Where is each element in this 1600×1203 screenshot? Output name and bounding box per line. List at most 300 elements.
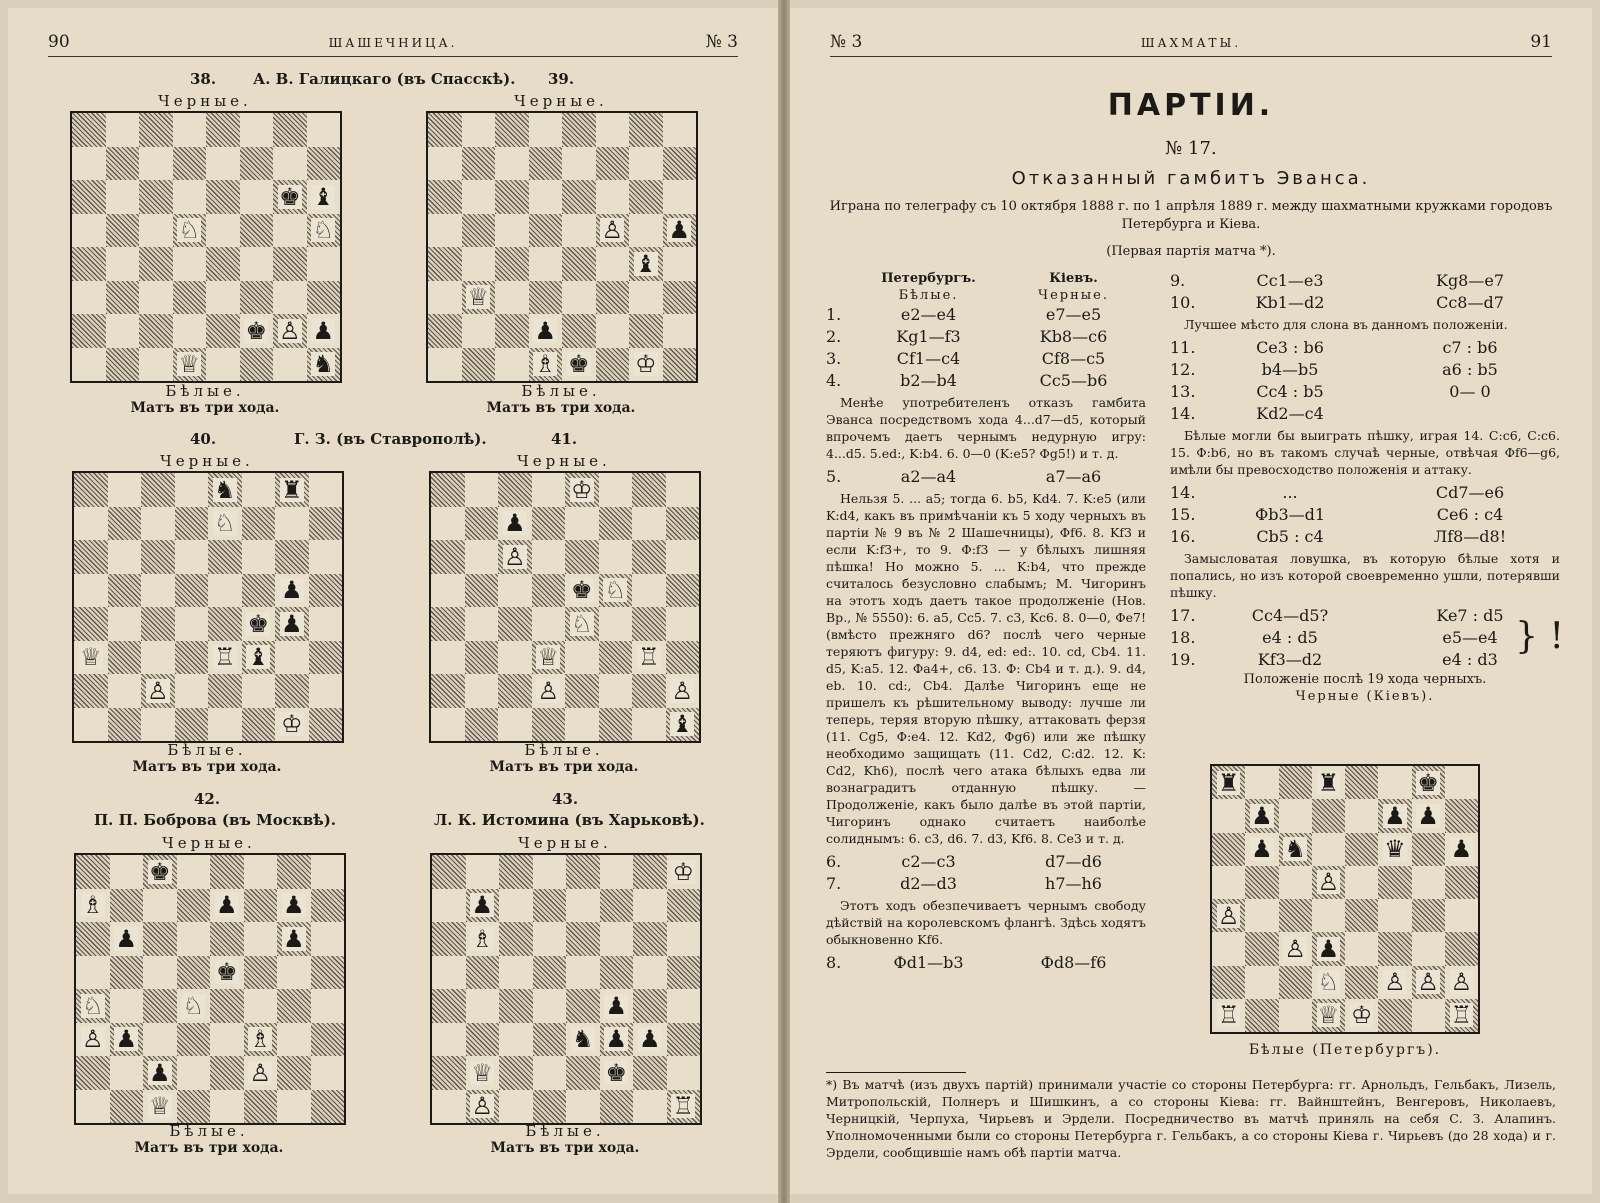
square-d5 [175, 574, 209, 608]
square-a5 [76, 956, 110, 990]
square-e2 [210, 1056, 244, 1090]
square-g1 [273, 348, 307, 382]
square-g8 [277, 855, 311, 889]
move-row [1170, 337, 1560, 359]
square-b6 [462, 180, 496, 214]
square-c4 [495, 247, 529, 281]
square-b5 [466, 956, 500, 990]
problem-40-task: Матъ въ три хода. [132, 759, 282, 775]
white-move: Фb3—d1 [1254, 505, 1326, 524]
moves-11-14 [1170, 337, 1560, 425]
black-pawn-icon: ♟ [534, 316, 556, 345]
square-g5 [275, 574, 309, 608]
white-knight-icon: ♘ [182, 991, 204, 1020]
square-f4 [240, 247, 274, 281]
problem-42-board [74, 853, 346, 1125]
square-f7 [599, 507, 633, 541]
square-c1 [498, 708, 532, 742]
white-rook-icon: ♖ [1450, 1001, 1473, 1030]
black-pawn-icon: ♟ [1251, 801, 1273, 830]
square-e3 [208, 641, 242, 675]
square-d6 [177, 922, 211, 956]
square-b1 [1245, 999, 1278, 1032]
square-e8 [206, 113, 240, 147]
move-number: 13. [1170, 382, 1196, 401]
white-move: a2—a4 [900, 467, 957, 486]
color-header [826, 287, 1146, 304]
left-page-number: 90 [48, 32, 70, 52]
square-d6 [532, 540, 566, 574]
square-a3 [431, 641, 465, 675]
move-row [1170, 270, 1560, 292]
right-running-title: ШАХМАТЫ. [1140, 36, 1242, 50]
square-d2 [533, 1056, 567, 1090]
square-e2 [566, 1056, 600, 1090]
move-row [1170, 381, 1560, 403]
square-h6 [307, 180, 341, 214]
square-h3 [307, 281, 341, 315]
square-a4 [428, 247, 462, 281]
note-move-5: Нельзя 5. ... a5; тогда 6. b5, Kd4. 7. K:e5 (или K:d4, какъ въ примѣчаніи къ 5 ходу черныхъ въ партіи № 9 въ № 2 Шашечницы), Фf6. 8. Kf3 и если K:f3+, то 9. Ф:f3 — у бѣлыхъ лишняя пѣшка! Но можно 5. ... K:b4, что прежде считалось безусловно слабымъ; М. Чигоринъ на этотъ ходъ даетъ такое продолженіе (Нов. Вр., № 5550): 6. a5, Cc5. 7. c3, Kc6. 8. 0—0, Фe7! (вмѣсто прежняго d6? послѣ чего черные теряютъ фигуру: 9. d4, ed: ed:. 10. cd, Cb4. 11. d5, K:a5. 12. Фa4+, c6. 13. Ф: Cb4 и т. д.). 9. d4, eb. 10. cd:, Cb4. Далѣе Чигоринъ еще не пришелъ къ рѣшительному выводу: лучше ли теперь, теряя вторую пѣшку, аттаковать ферзя (11. Cg5, Ф:e4. 12. Kd2, Фg6) или же пѣшку необходимо защищать (11. Cd2, C:d2. 12. K: Cd2, Kh6), послѣ чего атака бѣлыхъ едва ли вознаградитъ отданную пѣшку. — Продолженіе, какъ было далѣе въ этой партіи, Чигоринъ однако считаетъ наиболѣе солиднымъ: 6. c3, d6. 7. d3, Kf6. 8. Ce3 и т. д. [826, 491, 1146, 846]
square-g2 [1412, 966, 1445, 999]
white-knight-icon: ♘ [570, 609, 593, 638]
black-move: e7—e5 [1045, 305, 1102, 324]
square-a6 [1212, 833, 1245, 866]
white-pawn-icon: ♙ [146, 676, 169, 705]
move-row [826, 348, 1146, 370]
square-e2 [1345, 966, 1378, 999]
square-b6 [108, 540, 142, 574]
black-pawn-icon: ♟ [605, 1025, 627, 1054]
square-g5 [629, 214, 663, 248]
square-e5 [206, 214, 240, 248]
problem-41-board [429, 471, 701, 743]
square-d3 [173, 281, 207, 315]
square-f7 [596, 147, 630, 181]
square-e1 [562, 348, 596, 382]
square-c5 [143, 956, 177, 990]
square-c3 [1279, 932, 1312, 965]
square-d6 [175, 540, 209, 574]
square-c8 [495, 113, 529, 147]
square-b6 [466, 922, 500, 956]
square-h4 [667, 989, 701, 1023]
square-g5 [273, 214, 307, 248]
black-king-icon: ♚ [245, 316, 267, 345]
square-e5 [208, 574, 242, 608]
square-b3 [110, 1023, 144, 1057]
square-b7 [110, 889, 144, 923]
square-g4 [632, 607, 666, 641]
white-move: Cc4—d5? [1251, 606, 1329, 625]
square-b6 [110, 922, 144, 956]
square-h6 [667, 922, 701, 956]
square-e7 [210, 889, 244, 923]
square-d2 [1312, 966, 1345, 999]
move-row [1170, 649, 1560, 671]
square-a3 [74, 641, 108, 675]
square-g7 [629, 147, 663, 181]
problem-43-number: 43. [552, 790, 579, 808]
black-move: Cf8—c5 [1041, 349, 1106, 368]
black-knight-icon: ♞ [1284, 835, 1306, 864]
black-team: Кіевъ. [1049, 271, 1098, 286]
square-e6 [206, 180, 240, 214]
square-a7 [72, 147, 106, 181]
game-intro: Играна по телеграфу съ 10 октября 1888 г. по 1 апрѣля 1889 г. между шахматными кружками городовъ Петербурга и Кіева. [829, 199, 1553, 232]
square-e5 [565, 574, 599, 608]
square-f1 [600, 1090, 634, 1124]
team-header [826, 270, 1146, 287]
black-bishop-icon: ♝ [247, 643, 269, 672]
square-b7 [1245, 799, 1278, 832]
square-f3 [240, 281, 274, 315]
square-d5 [173, 214, 207, 248]
square-h5 [307, 214, 341, 248]
square-h2 [663, 314, 697, 348]
square-a3 [76, 1023, 110, 1057]
square-d1 [533, 1090, 567, 1124]
black-rook-icon: ♜ [1317, 768, 1340, 797]
square-g3 [273, 281, 307, 315]
black-label: Черные. [1038, 288, 1109, 303]
square-f4 [244, 989, 278, 1023]
square-d8 [532, 473, 566, 507]
square-d1 [1312, 999, 1345, 1032]
square-f7 [240, 147, 274, 181]
white-pawn-icon: ♙ [1217, 901, 1240, 930]
square-c7 [498, 507, 532, 541]
footnote-rule [826, 1072, 966, 1073]
square-c3 [143, 1023, 177, 1057]
square-a6 [74, 540, 108, 574]
square-g7 [1412, 799, 1445, 832]
move-number: 1. [826, 305, 842, 324]
square-d3 [533, 1023, 567, 1057]
square-h2 [309, 674, 343, 708]
square-f5 [1378, 866, 1411, 899]
move-number: 17. [1170, 606, 1196, 625]
white-pawn-icon: ♙ [1284, 934, 1306, 963]
white-queen-icon: ♕ [148, 1092, 171, 1121]
square-c3 [141, 641, 175, 675]
square-g4 [275, 607, 309, 641]
square-a4 [76, 989, 110, 1023]
square-h8 [1445, 766, 1478, 799]
white-move: Фd1—b3 [893, 953, 964, 972]
square-b8 [106, 113, 140, 147]
square-d7 [173, 147, 207, 181]
square-b2 [108, 674, 142, 708]
square-h2 [666, 674, 700, 708]
square-e3 [206, 281, 240, 315]
white-knight-icon: ♘ [1317, 968, 1340, 997]
square-e5 [1345, 866, 1378, 899]
square-g4 [1412, 899, 1445, 932]
square-h8 [307, 113, 341, 147]
square-b8 [465, 473, 499, 507]
square-h3 [309, 641, 343, 675]
white-knight-icon: ♘ [604, 576, 626, 605]
left-header-rule [48, 56, 738, 57]
square-f2 [244, 1056, 278, 1090]
square-a4 [431, 607, 465, 641]
move-number: 9. [1170, 271, 1186, 290]
white-move: Kg1—f3 [896, 327, 961, 346]
black-pawn-icon: ♟ [1317, 934, 1340, 963]
square-g1 [632, 708, 666, 742]
square-h8 [311, 855, 345, 889]
white-move: c2—c3 [901, 852, 956, 871]
white-label: Бѣлые. [898, 288, 959, 303]
square-a7 [428, 147, 462, 181]
moves-8 [826, 952, 1146, 974]
square-f6 [1378, 833, 1411, 866]
square-a4 [432, 989, 466, 1023]
square-g8 [1412, 766, 1445, 799]
square-e4 [562, 247, 596, 281]
square-g3 [633, 1023, 667, 1057]
square-f7 [600, 889, 634, 923]
square-f5 [599, 574, 633, 608]
square-d8 [533, 855, 567, 889]
white-move: Cc1—e3 [1256, 271, 1324, 290]
square-f5 [244, 956, 278, 990]
square-f3 [244, 1023, 278, 1057]
square-a5 [1212, 866, 1245, 899]
black-move: Ke7 : d5 [1436, 606, 1504, 625]
white-move: Cf1—c4 [896, 349, 961, 368]
problem-41-task: Матъ въ три хода. [489, 759, 639, 775]
square-e7 [562, 147, 596, 181]
square-f8 [599, 473, 633, 507]
square-h8 [309, 473, 343, 507]
square-b7 [106, 147, 140, 181]
square-d8 [1312, 766, 1345, 799]
square-g2 [273, 314, 307, 348]
square-d7 [529, 147, 563, 181]
square-c4 [139, 247, 173, 281]
square-e6 [565, 540, 599, 574]
square-a1 [431, 708, 465, 742]
position-black-label: Черные (Кіевъ). [1295, 689, 1435, 704]
black-king-icon: ♚ [215, 958, 238, 987]
square-e4 [565, 607, 599, 641]
square-h4 [307, 247, 341, 281]
square-b6 [465, 540, 499, 574]
square-d7 [1312, 799, 1345, 832]
square-a5 [431, 574, 465, 608]
square-b5 [1245, 866, 1278, 899]
game-name: Отказанный гамбитъ Эванса. [1011, 168, 1371, 189]
square-c8 [499, 855, 533, 889]
white-rook-icon: ♖ [672, 1092, 694, 1121]
square-g6 [632, 540, 666, 574]
square-d4 [529, 247, 563, 281]
move-number: 15. [1170, 505, 1196, 524]
square-g4 [273, 247, 307, 281]
move-number: 6. [826, 852, 842, 871]
square-g7 [633, 889, 667, 923]
square-d1 [532, 708, 566, 742]
problem-43-task: Матъ въ три хода. [490, 1140, 640, 1156]
square-e7 [208, 507, 242, 541]
square-d3 [529, 281, 563, 315]
white-queen-icon: ♕ [178, 350, 200, 379]
square-e6 [562, 180, 596, 214]
problem-41-black-label: Черные. [517, 452, 611, 470]
square-d2 [175, 674, 209, 708]
square-a3 [72, 281, 106, 315]
black-knight-icon: ♞ [571, 1025, 594, 1054]
problem-38-number: 38. [190, 70, 217, 88]
white-move: Kb1—d2 [1255, 293, 1325, 312]
white-bishop-icon: ♗ [249, 1025, 271, 1054]
square-b7 [108, 507, 142, 541]
square-c8 [1279, 766, 1312, 799]
square-f4 [600, 989, 634, 1023]
white-pawn-icon: ♙ [601, 216, 623, 245]
move-row [1170, 526, 1560, 548]
square-d3 [175, 641, 209, 675]
black-pawn-icon: ♟ [282, 891, 305, 920]
square-h3 [666, 641, 700, 675]
square-g7 [632, 507, 666, 541]
square-b4 [108, 607, 142, 641]
square-f5 [240, 214, 274, 248]
square-c4 [143, 989, 177, 1023]
black-pawn-icon: ♟ [215, 891, 238, 920]
square-d1 [529, 348, 563, 382]
square-c2 [143, 1056, 177, 1090]
white-pawn-icon: ♙ [1317, 868, 1340, 897]
square-e2 [208, 674, 242, 708]
move-number: 5. [826, 467, 842, 486]
square-g3 [629, 281, 663, 315]
white-pawn-icon: ♙ [249, 1058, 271, 1087]
problem-38-white-label: Бѣлые. [165, 382, 245, 400]
move-row [826, 952, 1146, 974]
square-c4 [141, 607, 175, 641]
square-e3 [1345, 932, 1378, 965]
square-h6 [311, 922, 345, 956]
square-g3 [277, 1023, 311, 1057]
square-g6 [629, 180, 663, 214]
footnote: *) Въ матчѣ (изъ двухъ партій) принимали участіе со стороны Петербурга: гг. Арнольдъ, Гельбакъ, Лизель, Митропольскій, Полнеръ и Шишкинъ, а со стороны Кіева: гг. Вайнштейнъ, Венгеровъ, Николаевъ, Черницкій, Черпуха, Чирьевъ и Эрдели. Посредничество въ матчѣ приняль на себя С. З. Алапинъ. Уполномоченными были со стороны Петербурга г. Гельбакъ, а со стороны Кіева г. Чирьевъ (до 28 хода) и г. Эрдели, сообщившіе намъ обѣ партіи матча. [826, 1077, 1556, 1160]
square-e2 [206, 314, 240, 348]
square-g5 [1412, 866, 1445, 899]
left-running-head [48, 32, 738, 56]
move-row [1170, 359, 1560, 381]
square-c1 [139, 348, 173, 382]
square-e1 [206, 348, 240, 382]
black-move: a6 : b5 [1442, 360, 1498, 379]
white-queen-icon: ♕ [1317, 1001, 1340, 1030]
square-c1 [1279, 999, 1312, 1032]
square-g4 [629, 247, 663, 281]
square-f8 [244, 855, 278, 889]
square-c5 [141, 574, 175, 608]
white-knight-icon: ♘ [178, 216, 200, 245]
white-queen-icon: ♕ [537, 643, 559, 672]
black-pawn-icon: ♟ [1384, 801, 1406, 830]
square-d6 [529, 180, 563, 214]
square-b7 [462, 147, 496, 181]
square-c3 [499, 1023, 533, 1057]
square-h8 [667, 855, 701, 889]
move-number: 2. [826, 327, 842, 346]
square-g2 [275, 674, 309, 708]
square-e8 [1345, 766, 1378, 799]
square-f1 [240, 348, 274, 382]
square-a8 [76, 855, 110, 889]
move-row [1170, 292, 1560, 314]
square-b7 [465, 507, 499, 541]
square-f7 [242, 507, 276, 541]
square-b2 [466, 1056, 500, 1090]
square-b8 [466, 855, 500, 889]
square-e2 [562, 314, 596, 348]
square-g3 [275, 641, 309, 675]
square-h7 [667, 889, 701, 923]
square-f8 [600, 855, 634, 889]
square-a1 [72, 348, 106, 382]
section-title: ПАРТІИ. [1107, 88, 1275, 123]
move-row [1170, 605, 1560, 627]
black-pawn-icon: ♟ [280, 576, 303, 605]
square-b1 [106, 348, 140, 382]
white-knight-icon: ♘ [81, 991, 104, 1020]
square-b4 [462, 247, 496, 281]
square-h6 [1445, 833, 1478, 866]
move-number: 12. [1170, 360, 1196, 379]
square-h7 [666, 507, 700, 541]
square-g8 [632, 473, 666, 507]
square-h1 [666, 708, 700, 742]
square-f8 [242, 473, 276, 507]
square-a7 [432, 889, 466, 923]
square-h5 [663, 214, 697, 248]
square-c4 [1279, 899, 1312, 932]
square-h5 [667, 956, 701, 990]
square-f3 [242, 641, 276, 675]
square-h7 [1445, 799, 1478, 832]
square-b7 [466, 889, 500, 923]
square-h7 [663, 147, 697, 181]
square-c7 [141, 507, 175, 541]
square-g2 [632, 674, 666, 708]
square-c3 [498, 641, 532, 675]
square-c2 [499, 1056, 533, 1090]
white-pawn-icon: ♙ [1450, 968, 1473, 997]
square-a8 [432, 855, 466, 889]
square-h2 [311, 1056, 345, 1090]
square-d3 [1312, 932, 1345, 965]
white-pawn-icon: ♙ [671, 676, 693, 705]
black-pawn-icon: ♟ [280, 609, 303, 638]
square-h3 [311, 1023, 345, 1057]
black-pawn-icon: ♟ [605, 991, 627, 1020]
square-d4 [533, 989, 567, 1023]
square-b2 [106, 314, 140, 348]
black-pawn-icon: ♟ [668, 216, 690, 245]
problem-40-black-label: Черные. [160, 452, 254, 470]
black-move: c7 : b6 [1442, 338, 1498, 357]
square-a1 [76, 1090, 110, 1124]
square-b4 [110, 989, 144, 1023]
problem-40-author: Г. З. (въ Ставрополѣ). [294, 430, 487, 448]
black-move: h7—h6 [1045, 874, 1102, 893]
